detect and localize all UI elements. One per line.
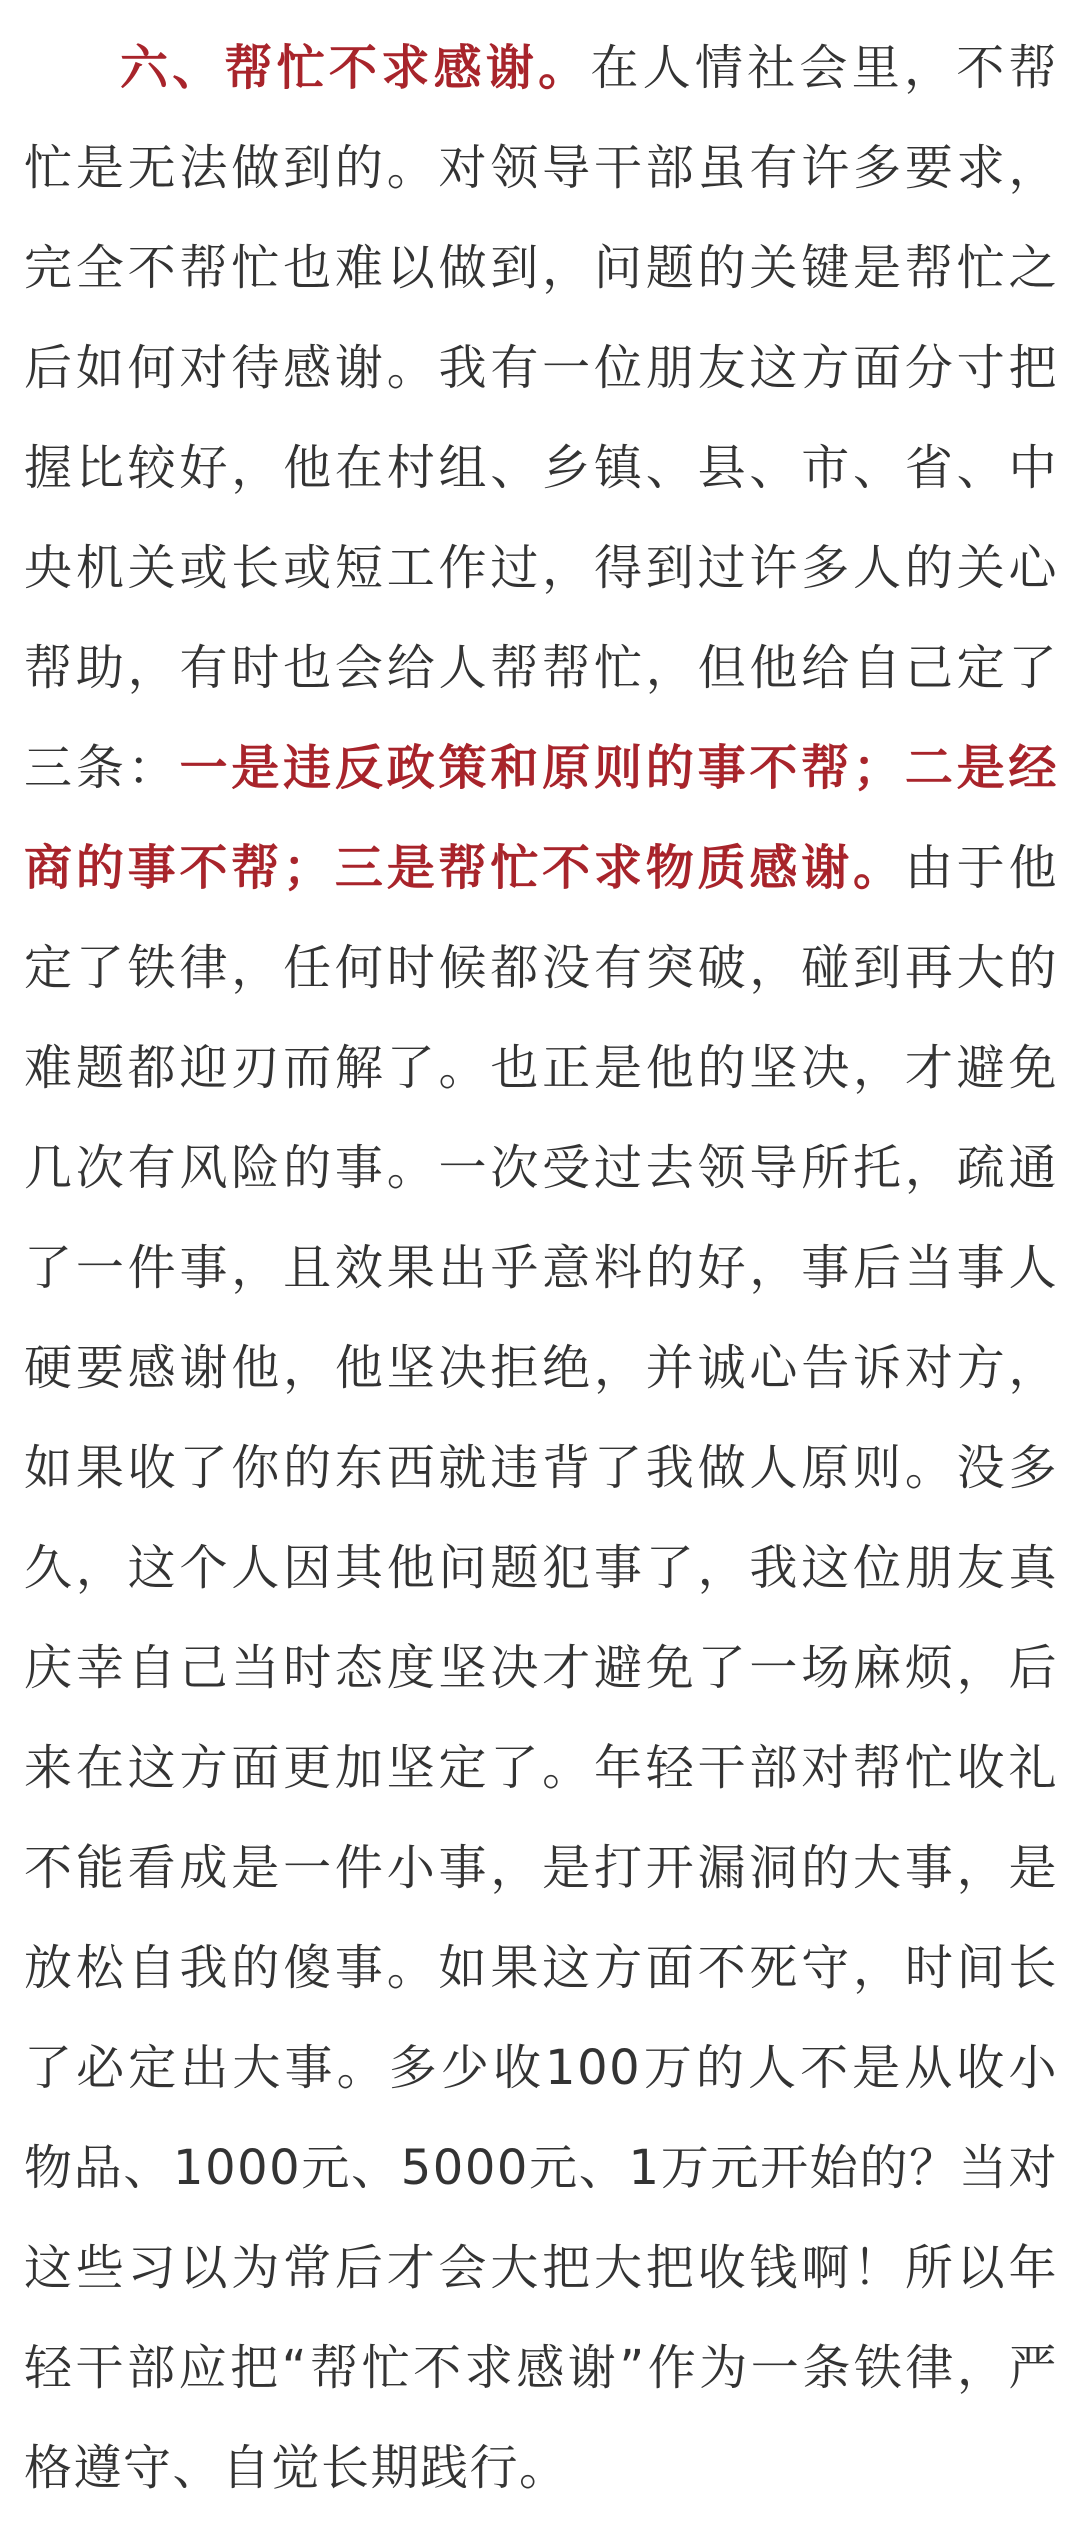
rules-highlight: 一是违反政策和原则的事不帮；二是经商的事不帮；三是帮忙不求物质感谢。 bbox=[24, 740, 1058, 896]
intro-text: 在人情社会里，不帮忙是无法做到的。对领导干部虽有许多要求，完全不帮忙也难以做到，问题的关键是帮忙之后如何对待感谢。我有一位朋友这方面分寸把握比较好，他在村组、乡镇、县、市、省、中央机关或长或短工作过，得到过许多人的关心帮助，有时也会给人帮帮忙，但他给自己定了三条： bbox=[24, 40, 1058, 796]
article-paragraph bbox=[24, 18, 1058, 2518]
article-body bbox=[24, 18, 1058, 2518]
body-text: 由于他定了铁律，任何时候都没有突破，碰到再大的难题都迎刃而解了。也正是他的坚决，才避免几次有风险的事。一次受过去领导所托，疏通了一件事，且效果出乎意料的好，事后当事人硬要感谢他，他坚决拒绝，并诚心告诉对方，如果收了你的东西就违背了我做人原则。没多久，这个人因其他问题犯事了，我这位朋友真庆幸自己当时态度坚决才避免了一场麻烦，后来在这方面更加坚定了。年轻干部对帮忙收礼不能看成是一件小事，是打开漏洞的大事，是放松自我的傻事。如果这方面不死守，时间长了必定出大事。多少收100万的人不是从收小物品、1000元、5000元、1万元开始的？当对这些习以为常后才会大把大把收钱啊！所以年轻干部应把“帮忙不求感谢”作为一条铁律，严格遵守、自觉长期践行。 bbox=[24, 840, 1058, 2496]
section-heading: 六、帮忙不求感谢。 bbox=[120, 40, 591, 96]
